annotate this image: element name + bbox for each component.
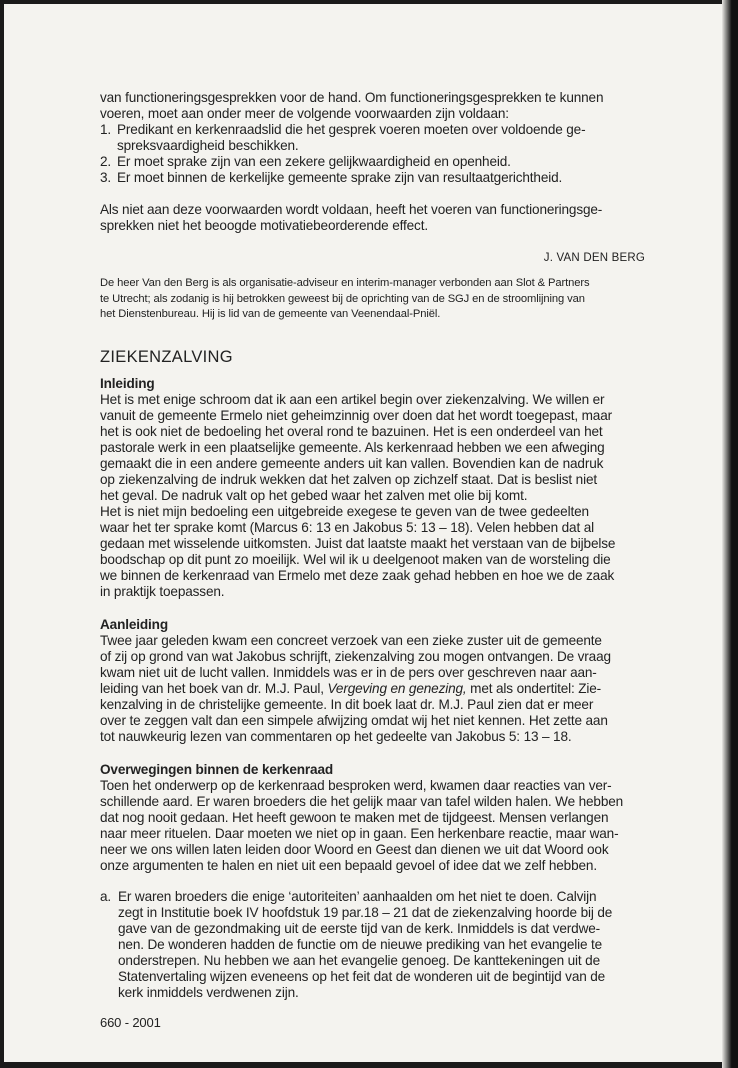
list-number: 2. xyxy=(100,154,112,169)
text-line: het geval. De nadruk valt op het gebed waar het zalven met olie bij komt. xyxy=(100,487,528,503)
page-content xyxy=(100,90,645,1031)
scanned-page xyxy=(4,4,722,1062)
text-line: van functioneringsgesprekken voor de hand. Om functioneringsgesprekken te kunnen xyxy=(100,90,604,105)
page-number: 660 - 2001 xyxy=(100,1014,161,1030)
list-item xyxy=(100,170,645,186)
text-line: in praktijk toepassen. xyxy=(100,583,225,599)
list-letter: a. xyxy=(100,888,112,904)
list-item xyxy=(100,154,645,170)
text-line: onderstrepen. Nu hebben we aan het evangelie genoeg. De kanttekeningen uit de xyxy=(118,952,600,968)
text-line: gemaakt die in een andere gemeente anders uit kan vallen. Bovendien kan de nadruk xyxy=(100,455,604,471)
text-line: dat nog nooit gedaan. Het heeft gewoon te maken met de tijdgeest. Mensen verlangen xyxy=(100,809,609,825)
text-line: onze argumenten te halen en niet uit een bepaald gevoel of idee dat we zelf hebben. xyxy=(100,857,597,873)
article-title: ZIEKENZALVING xyxy=(100,347,233,366)
overwegingen-paragraph xyxy=(100,778,645,874)
text-line: of zij op grond van wat Jakobus schrijft, ziekenzalving zou mogen ontvangen. De vraag xyxy=(100,648,611,664)
text-line: over te zeggen valt dan een simpele afwijzing omdat wij het niet kennen. Het zette aan xyxy=(100,712,608,728)
text-line: Twee jaar geleden kwam een concreet verzoek van een zieke zuster uit de gemeente xyxy=(100,632,602,648)
text-line: kwam niet uit de lucht vallen. Inmiddels was er in de pers over geschreven naar aan- xyxy=(100,664,597,680)
text-line: het is ook niet de bedoeling het overal rond te bazuinen. Het is een onderdeel van het xyxy=(100,423,603,439)
inleiding-paragraph-1 xyxy=(100,392,645,504)
list-item xyxy=(100,122,645,154)
text-line: we binnen de kerkenraad van Ermelo met deze zaak gehad hebben en hoe we de zaak xyxy=(100,567,615,583)
text-line: pastorale werk in een plaatselijke gemeente. Als kerkenraad hebben we een afweging xyxy=(100,439,605,455)
text-line: schillende aard. Er waren broeders die het gelijk maar van tafel wilden halen. We hebben xyxy=(100,793,624,809)
text-line: Predikant en kerkenraadslid die het gesprek voeren moeten over voldoende ge- xyxy=(117,122,586,137)
inleiding-paragraph-2 xyxy=(100,504,645,600)
text-line: Toen het onderwerp op de kerkenraad besproken werd, kwamen daar reacties van ver- xyxy=(100,777,612,793)
text-line: op ziekenzalving de indruk wekken dat het zalven op zichzelf staat. Dat is beslist niet xyxy=(100,471,597,487)
text-line: boodschap op dit punt zo moeilijk. Wel wil ik u deelgenoot maken van de worsteling die xyxy=(100,551,611,567)
subheading-overwegingen: Overwegingen binnen de kerkenraad xyxy=(100,761,334,777)
text-line: waar het ter sprake komt (Marcus 6: 13 en Jakobus 5: 13 – 18). Velen hebben dat al xyxy=(100,519,594,535)
text-line: zegt in Institutie boek IV hoofdstuk 19 par.18 – 21 dat de ziekenzalving hoorde bij de xyxy=(118,904,613,920)
text-line: het Dienstenbureau. Hij is lid van de gemeente van Veenendaal-Pniël. xyxy=(100,308,441,320)
point-a xyxy=(100,889,645,1001)
conditions-list xyxy=(100,122,645,186)
author-signature: J. VAN DEN BERG xyxy=(543,252,645,264)
text-line: Er moet sprake zijn van een zekere gelijkwaardigheid en openheid. xyxy=(117,154,511,169)
text-line: Er waren broeders die enige ‘autoriteiten’ aanhaalden om het niet te doen. Calvijn xyxy=(118,888,597,904)
text-line: kenzalving in de christelijke gemeente. In dit boek laat dr. M.J. Paul zien dat er meer xyxy=(100,696,594,712)
text-line: leiding van het boek van dr. M.J. Paul, Vergeving en genezing, met als ondertitel: Zie- xyxy=(100,680,602,696)
text-line: Het is niet mijn bedoeling een uitgebreide exegese te geven van de twee gedeelten xyxy=(100,503,589,519)
text-line: nen. De wonderen hadden de functie om de nieuwe prediking van het evangelie te xyxy=(118,936,603,952)
text-line: Er moet binnen de kerkelijke gemeente sprake zijn van resultaatgerichtheid. xyxy=(117,170,563,185)
text-line: naar meer rituelen. Daar moeten we niet op in gaan. Een herkenbare reactie, maar wan- xyxy=(100,825,619,841)
text-line: Het is met enige schroom dat ik aan een artikel begin over ziekenzalving. We willen er xyxy=(100,391,605,407)
text-line: spreksvaardigheid beschikken. xyxy=(117,138,299,153)
text-line: te Utrecht; als zodanig is hij betrokken geweest bij de oprichting van de SGJ en de stroomlijning van xyxy=(100,292,585,305)
text-line: De heer Van den Berg is als organisatie-adviseur en interim-manager verbonden aan Slot & Partners xyxy=(100,277,590,289)
text-line: kerk inmiddels verdwenen zijn. xyxy=(118,984,299,1000)
page-edge-shadow xyxy=(722,0,738,1068)
text-line: sprekken niet het beoogde motivatiebeorderende effect. xyxy=(100,218,428,233)
author-bio xyxy=(100,276,645,323)
text-line: Als niet aan deze voorwaarden wordt voldaan, heeft het voeren van functioneringsge- xyxy=(100,202,603,217)
text-line: gedaan met wisselende uitkomsten. Juist dat laatste maakt het verstaan van de bijbelse xyxy=(100,535,616,551)
text-line: gave van de gezondmaking uit de eerste tijd van de kerk. Inmiddels is dat verdwe- xyxy=(118,920,601,936)
closing-paragraph xyxy=(100,202,645,234)
list-number: 3. xyxy=(100,170,112,185)
text-line: voeren, moet aan onder meer de volgende voorwaarden zijn voldaan: xyxy=(100,106,509,121)
book-title: Vergeving en genezing, xyxy=(327,680,467,696)
text-line: vanuit de gemeente Ermelo niet geheimzinnig over doen dat het wordt toegepast, maar xyxy=(100,407,612,423)
text-line: Statenvertaling wijzen eveneens op het feit dat de wonderen uit de begintijd van de xyxy=(118,968,606,984)
aanleiding-paragraph xyxy=(100,633,645,745)
subheading-inleiding: Inleiding xyxy=(100,375,155,391)
text-line: tot nauwkeurig lezen van commentaren op het gedeelte van Jakobus 5: 13 – 18. xyxy=(100,728,572,744)
intro-paragraph xyxy=(100,90,645,122)
subheading-aanleiding: Aanleiding xyxy=(100,616,168,632)
list-number: 1. xyxy=(100,122,112,137)
text-line: neer we ons willen laten leiden door Woord en Geest dan dienen we uit dat Woord ook xyxy=(100,841,609,857)
